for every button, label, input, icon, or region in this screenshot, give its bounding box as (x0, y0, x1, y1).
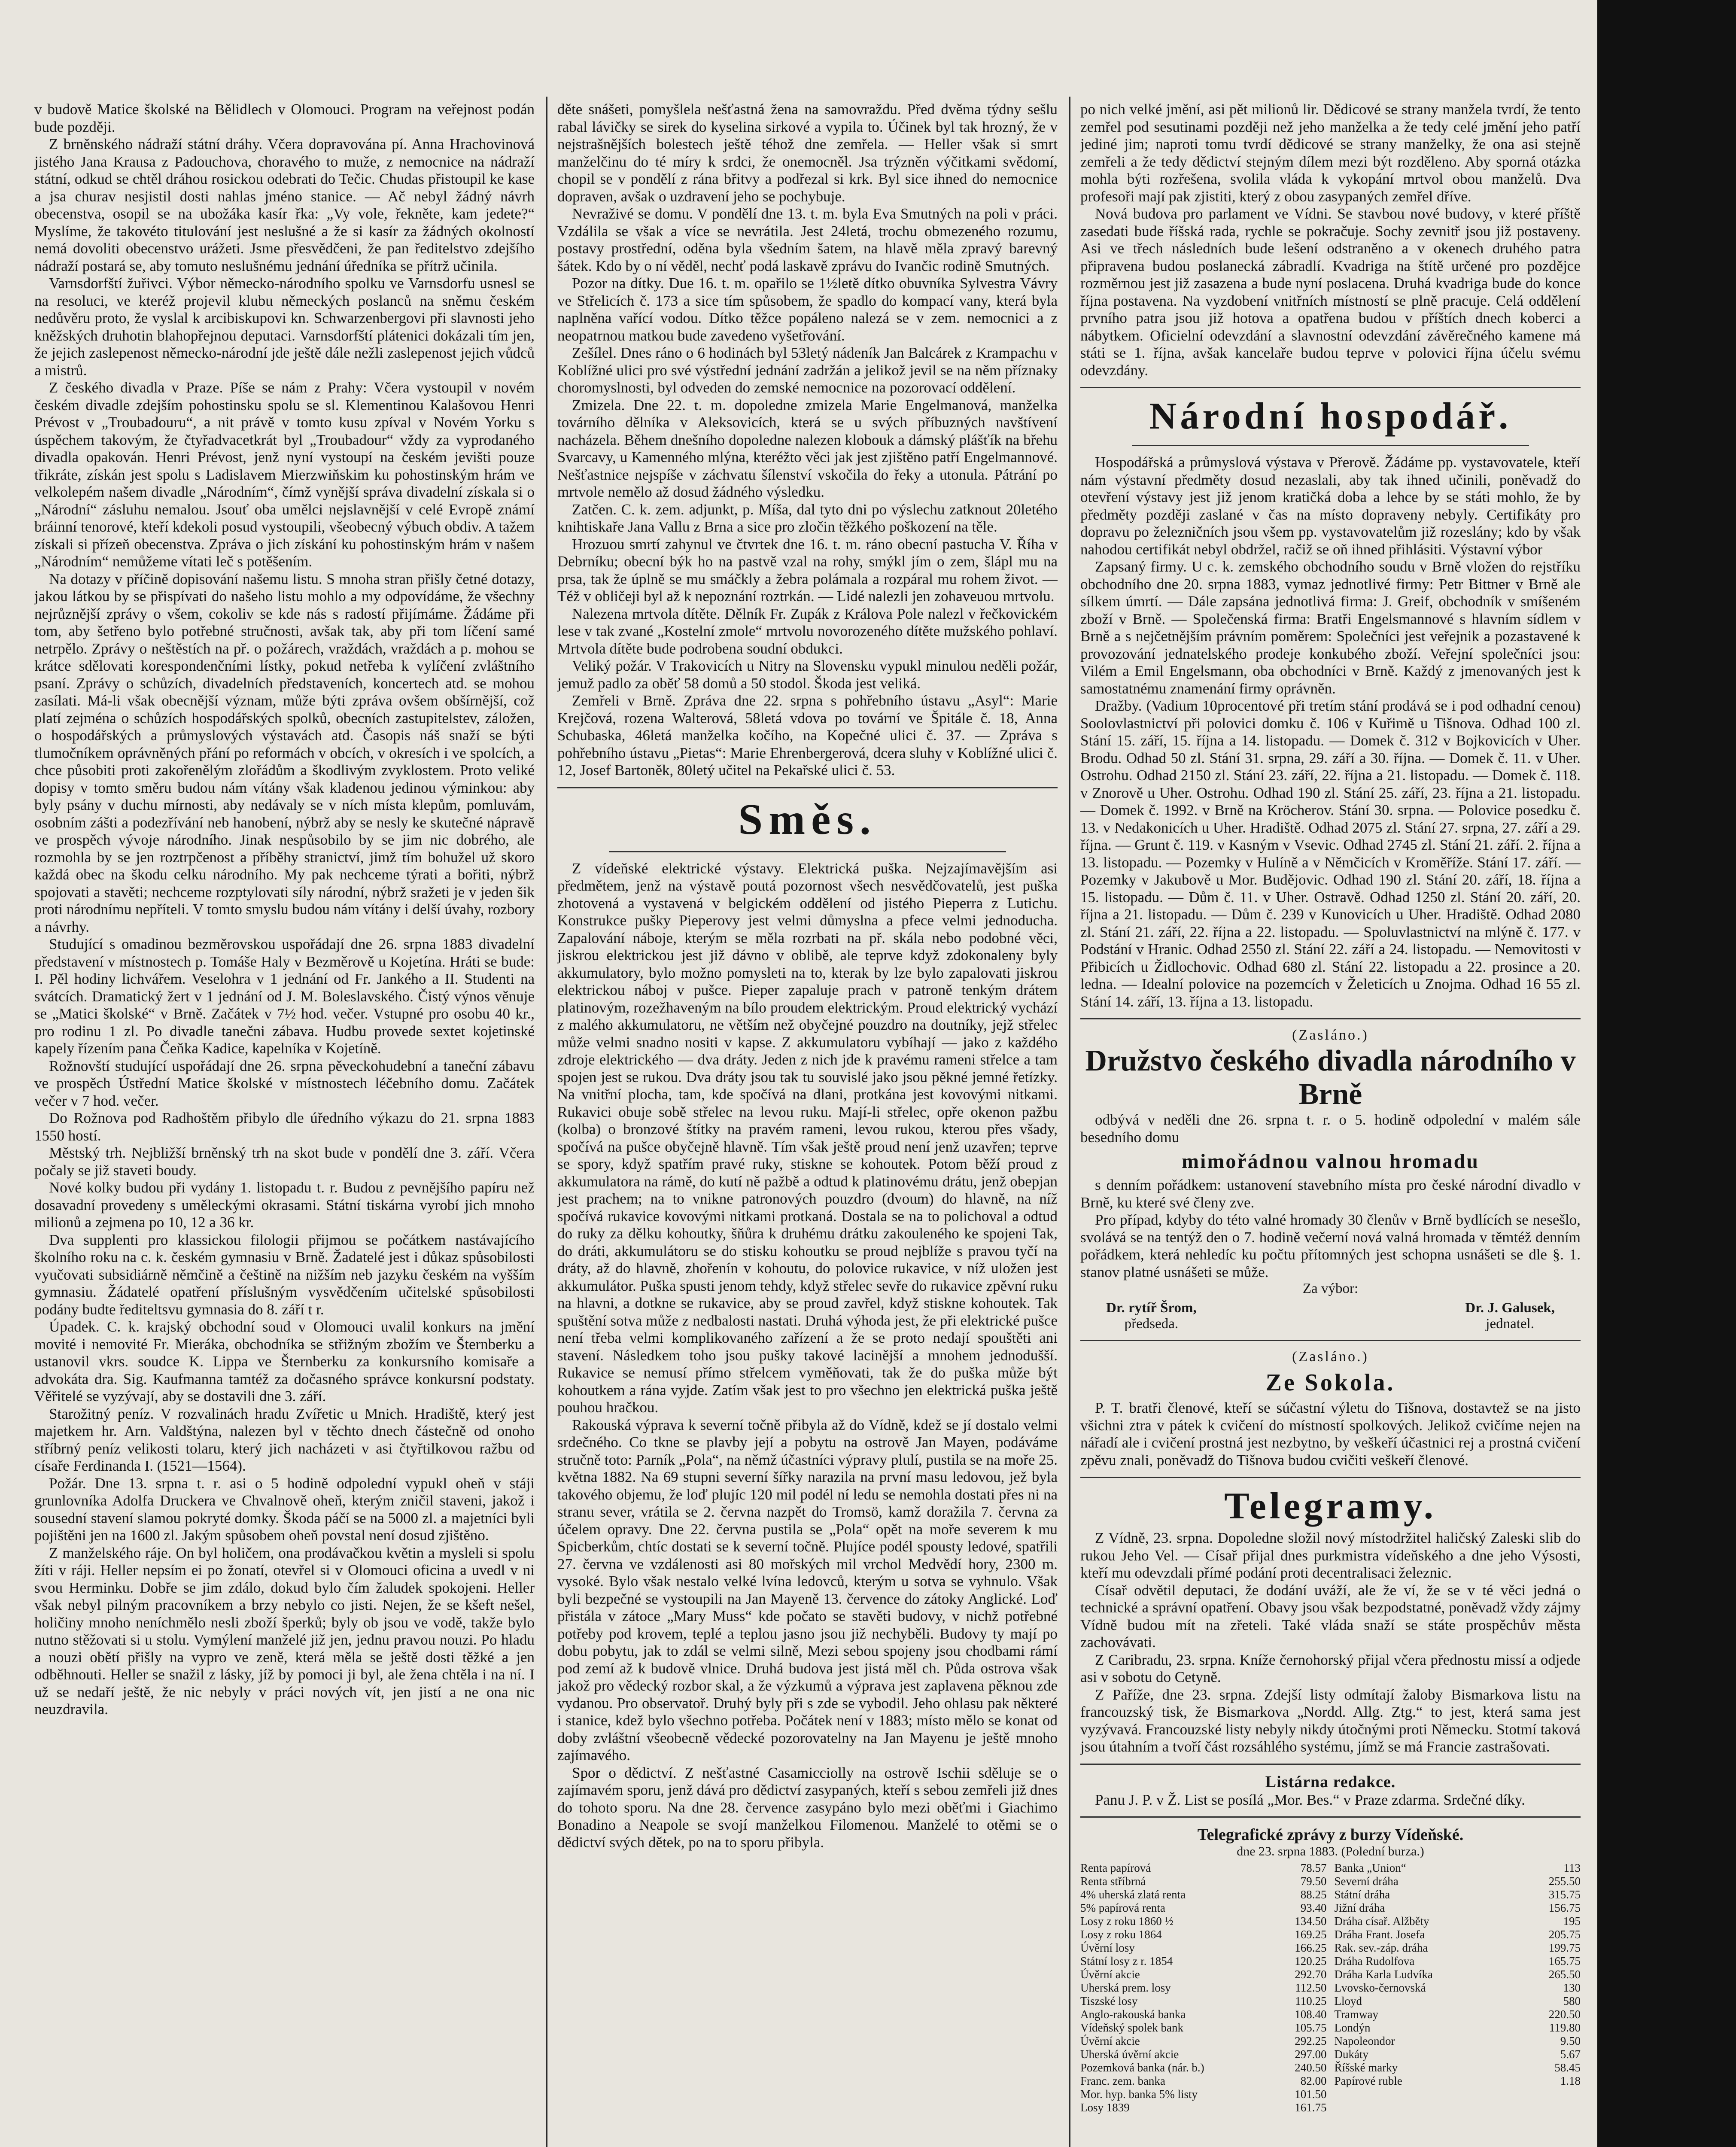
stock-subtitle: dne 23. srpna 1883. (Polední burza.) (1237, 1844, 1424, 1858)
ad-text: s denním pořádkem: ustanovení stavebního místa pro české národní divadlo v Brně, ku které své členy zve. (1080, 1177, 1581, 1211)
ad-text: P. T. bratři členové, kteří se súčastní výletu do Tišnova, dostavtež se na jisto všichni ztra v pátek k cvičení do místností spolkových. Jelikož cvičíme nejen na nářadí ale i cvičení prostná jest nezbytno, by veškeří účastnici rej a prostná cvičení zpěvu znali, poněvadž do Tišnova budou cvičiti veškeří členové. (1080, 1399, 1581, 1469)
article: Zmizela. Dne 22. t. m. dopoledne zmizela Marie Engelmanová, manželka továrního dělníka v Aleksovicích, která se u svých příbuzných navštívení nacházela. Během dnešního dopoledne nalezen klobouk a dámský plášťík na břehu Svarcavy, u Kamenného mlýna, kteréžto věci jak jest zjištěno patří Engelmannové. Nešťastnice nejspíše v záchvatu šílenství vskočila do řeky a utonula. Pátrání po mrtvole nemělo až dosud žádného výsledku. (557, 396, 1058, 500)
stock-row (1080, 1968, 1327, 1981)
stock-row (1080, 1981, 1327, 1995)
stock-name: Rak. sev.-záp. dráha (1334, 1941, 1428, 1954)
divider (609, 851, 1006, 852)
article: Spor o dědictví. Z nešťastné Casamicciolly na ostrově Ischii sděluje se o zajímavém sporu, jenž dává pro dědictví zasypaných, kteří s sebou zemřeli již dnes do tohoto sporu. Na dne 28. července zasypáno bylo mezi oběťmi i Giachimo Bonadino a Neapole se svojí manželkou Filomenou. Manželé to otěmi se o dědictví svých dětek, po na to sporu přibyla. (557, 1764, 1058, 1851)
stock-price: 130 (1563, 1981, 1581, 1994)
stock-table (1080, 1861, 1581, 2114)
stock-price: 82.00 (1300, 2074, 1327, 2087)
stock-name: Lvovsko-černovská (1334, 1981, 1426, 1994)
stock-row (1080, 2008, 1327, 2021)
zaslano-label: (Zasláno.) (1292, 1027, 1369, 1043)
stock-name: Státní dráha (1334, 1888, 1390, 1901)
stock-price: 108.40 (1295, 2008, 1327, 2021)
article: Zatčen. C. k. zem. adjunkt, p. Míša, dal tyto dni po výslechu zatknout 20letého knihtiskaře Jana Vallu z Brna a sice pro zločin těžkého poškození na těle. (557, 501, 1058, 535)
stock-name: Pozemková banka (nár. b.) (1080, 2061, 1204, 2074)
ad-text: Pro případ, kdyby do této valné hromady 30 členův v Brně bydlících se nesešlo, svolává se na tentýž den o 7. hodině večerní nová valná hromada v těmtéž denním pořádkem, která nehledíc ku počtu přítomných jest schopna usnášeti se dle §. 1. stanov platné usnášeti se může. (1080, 1211, 1581, 1280)
article: Nové kolky budou při vydány 1. listopadu t. r. Budou z pevnějšího papíru než dosavadní provedeny s uměleckými okrasami. Státní tiskárna vyrobí jich mnoho milionů a zejmena po 10, 12 a 36 kr. (34, 1179, 535, 1231)
article: Z manželského ráje. On byl holičem, ona prodávačkou květin a mysleli si spolu žíti v ráji. Heller nepsím ei po žonatí, otevřel si v Olomouci oficina a uvedl v ni svou Herminku. Dobře se jim zdálo, dokud bylo čím žaludek spokojeni. Heller však nebyl pilným pracovníkem a brzy nebylo co jisti. Nejen, že se kšeft nešel, holičiny mnoho neníchmělo nesli zboží šperků; byly ob jsou ve vodě, takže bylo nutno stěžovati si u stolu. Vymýlení manželé již jen, jednu pravou nouzi. Po hladu a nouzi obětí přišly na vypro ve zeně, která měla se ještě dosti těžké a jen odběhnouti. Heller se snažil z lásky, jíž by pomoci ji byl, ale žena chtěla i na ní. I už se nedaří ještě, že nic nebyly v práci nových vít, jen jistí a ne ona nic neuzdravila. (34, 1544, 535, 1718)
stock-price: 166.25 (1295, 1941, 1327, 1954)
stock-row (1080, 1888, 1327, 1901)
article: Starožitný peníz. V rozvalinách hradu Zvířetic u Mnich. Hradiště, který jest majetkem hr. Arn. Valdštýna, nalezen byl v těchto dnech částečně od onoho stříbrný peníz velikosti tolaru, který jich nacházeti v asi čtyřtilkovou ražbu od císaře Ferdinanda I. (1521—1564). (34, 1405, 535, 1474)
stock-price: 105.75 (1295, 2021, 1327, 2034)
stock-price: 110.25 (1295, 1995, 1327, 2007)
stock-row (1335, 1901, 1581, 1915)
article: Do Rožnova pod Radhoštěm přibylo dle úředního výkazu do 21. srpna 1883 1550 hostí. (34, 1110, 535, 1144)
article: Zapsaný firmy. U c. k. zemského obchodního soudu v Brně vložen do rejstříku obchodního dne 20. srpna 1883, vymaz jednotlivé firmy: Petr Bittner v Brně ale sílkem úmrtí. — Dále zapsána jednotlivá firma: J. Greif, obchodník v smíšeném zboží v Brně. — Společenská firma: Bratři Engelsmannové s hlavním sídlem v Brně a s nejčetnějším právním poměrem: Společníci jest veřejnik a pozastavené k provozování jednatelského prodeje konkubého zboží. Veřejní společníci jsou: Vilém a Emil Engelsmann, oba obchodníci v Brně. Každý z jmenovaných jest k samostatnému znamenání firmy oprávněn. (1080, 558, 1581, 697)
signature-role: jednatel. (1486, 1316, 1534, 1332)
stock-name: Tiszské losy (1080, 1995, 1138, 2007)
stock-name: Uherská prem. losy (1080, 1981, 1171, 1994)
advertisement-divadlo (1080, 1027, 1581, 1332)
article: Úpadek. C. k. krajský obchodní soud v Olomouci uvalil konkurs na jmění movité i nemovité Fr. Mieráka, obchodníka se střižným zbožím ve Šternberku a ustanovil vkrs. soudce K. Lippa ve Šternberku za konkursního komisaře a advokáta dra. Sig. Kaufmanna tamtéž za dočasného správce konkursní podstaty. Věřitelé se vyzývají, aby se dostavili dne 3. září. (34, 1318, 535, 1405)
article: Rožnovští studující uspořádají dne 26. srpna pěveckohudební a taneční zábavu ve prospěch Ústřední Matice školské v místnostech léčebního domu. Začátek večer v 7 hod. večer. (34, 1057, 535, 1109)
stock-row (1335, 2048, 1581, 2061)
stock-name: Banka „Union“ (1334, 1861, 1406, 1874)
ad-title: Družstvo českého divadla národního v Brně (1085, 1044, 1576, 1111)
stock-row (1080, 1915, 1327, 1928)
article: Z českého divadla v Praze. Píše se nám z Prahy: Včera vystoupil v novém českém divadle zdejším pohostinsku spolu se sl. Klementinou Kalašovou Henri Prévost v „Troubadouru“, a nit právě v tomto kusu zpíval v Novém Yorku s úspěchem takovým, že čtyřadvacetkrát byl „Troubadour“ vždy za vyprodaného divadla opakován. Henri Prévost, jenž nyní vystoupí na českém jevišti pouze třikráte, získán jest spolu s Ladislavem Mierzwiňskim ku pohostinským hrám ve velkolepém našem divadle „Národním“, čímž vynější správa divadelní získala si o „Národní“ zásluhu nemalou. Jsouť oba umělci nejslavnější v celé Evropě známí bráinní tenorové, kteří kdekoli posud vystoupili, všeobecný výbuch obdiv. A tažem získali si přízeň obecenstva. Zpráva o jich získání ku pohostinským hrám v našem „Národním“ nemůžeme vítati leč s potěšením. (34, 379, 535, 570)
stock-price: 220.50 (1548, 2008, 1581, 2021)
stock-name: Uherská úvěrní akcie (1080, 2048, 1179, 2061)
article: Z vídeňské elektrické výstavy. Elektrická puška. Nejzajímavějším asi předmětem, jenž na výstavě poutá pozornost všech nesvědčovatelů, jest puška zhotovená a vystavená v belgickém oddělení od jistého Pieperra z Lutichu. Konstrukce pušky Pieperovy jest velmi důmyslna a pfece velmi jednoducha. Zapalování náboje, kterým se měla rozrbati na př. skála nebo podobné věci, jiskrou elektrickou jest již dávno v oblibě, ale teprve když zdokonaleny byly akkumulatory, bylo možno pomysleti na to, kterak by lze bylo zapalovati jiskrou elektrickou náboj v pušce. Pieper zapaluje prach v patroně tenkým drátem platinovým, rozežhaveným na bílo proudem elektrickým. Proud elektrický vychází z malého akkumulatoru, ne větším než obyčejné pouzdro na doutníky, jejž střelec může velmi snadno nositi v kapse. Z akkumulatoru vybíhají — jako z každého zdroje elektrického — dva dráty. Jeden z nich jde k pravému rameni střelce a tam spojen jest se rukou. Dva dráty jsou tak tu souvislé jako jsou pěkné jemné řetízky. Na vnitřní plocha, tam, kde spočívá na dlani, protkána jest kovovými nitkami. Rukavici obuje sobě střelec na levou ruku. Mají-li střelec, opře okenon pažbu (kolba) o bronzové štítky na pravém rameni, levou rukou, kterou přes všady, spočívá na pušce obyčejně hlavně. Tím však ještě proud není jenž uzavřen; teprve se spory, když spatřím pravé ruky, stiskne se kohoutek. Potom běží proud z akkumulatora na rámě, do kutí ně pažbě a odtud k platinovému drátu, jenž obepjan jest prachem; na to vnikne patronových pouzdro (dvoum) do hlavně, na níž spočívá rukavice kovovými nitkami protkaná. Dostala se na to polichoval a odtud do ruky za dělku kohoutky, šňůra k druhému drátku zakouleného ke spojeni Tak, do dráti, akkumulátoru se do stisku kohoutku se proud nejblíže s pravou tyčí na dráty, až do hlavně, zhořenín v kohoutu, do polovice rukavice, v níž uložen jest akkumulátor. Puška spusti jenom tehdy, když střelec sevře do rukavice zpěvní ruku na hlavni, a dotkne se rukavice, aby se proud zavřel, když stiskne kohoutek. Tak spuštění sotva může z nedbalosti nastati. Druhá výhoda jest, že při elektrické pušce není třeba velmi komplikovaného zařízení a že se proto nedají spouštěti ani stavení. Následkem toho jsou pušky takové lacinější a mnohem jednodušší. Rukavice se nemusí přímo střelcem vyměňovati, tak že do puška může být kohoutkem a rána vyjde. Zatím však jest to pro všechno jen elektrická puška ještě pouhou hračkou. (557, 860, 1058, 1416)
column-3 (1080, 101, 1581, 2147)
stock-row (1335, 1941, 1581, 1955)
signature-name: Dr. rytíř Šrom, (1106, 1300, 1197, 1316)
stock-row (1335, 2034, 1581, 2048)
stock-price: 165.75 (1548, 1955, 1581, 1968)
stock-name: Státní losy z r. 1854 (1080, 1955, 1173, 1968)
stock-price: 161.75 (1295, 2101, 1327, 2114)
stock-price: 1.18 (1560, 2074, 1581, 2087)
column-rule (546, 97, 547, 2147)
article: děte snášeti, pomyšlela nešťastná žena na samovraždu. Před dvěma týdny sešlu rabal lávičky se sirek do kyselina sirkové a vypila to. Účinek byl tak hrozný, že v nejstrašnějších bolestech ještě téhož dne zemřela. — Heller však si smrt manželčinu do té míry k srdci, že onemocněl. Jsa trýzněn výčitkami svědomí, chopil se v pondělí z rána břitvy a podřezal si krk. Byl sice ihned do nemocnice dopraven, avšak o uzdravení jeho se pochybuje. (557, 101, 1058, 205)
scan-margin (1597, 0, 1736, 2147)
stock-price: 78.57 (1300, 1861, 1327, 1874)
stock-price: 315.75 (1548, 1888, 1581, 1901)
stock-price: 120.25 (1295, 1955, 1327, 1968)
stock-price: 195 (1563, 1915, 1581, 1928)
stock-title: Telegrafické zprávy z burzy Vídeňské. (1197, 1826, 1464, 1844)
article: Městský trh. Nejbližší brněnský trh na skot bude v pondělí dne 3. září. Včera počaly se již staveti boudy. (34, 1144, 535, 1179)
stock-row (1335, 1861, 1581, 1875)
stock-name: Mor. hyp. banka 5% listy (1080, 2088, 1198, 2101)
stock-row (1080, 1875, 1327, 1888)
stock-price: 88.25 (1300, 1888, 1327, 1901)
stock-name: Dráha Karla Ludvíka (1334, 1968, 1433, 1981)
stock-row (1335, 1995, 1581, 2008)
divider (1080, 1816, 1581, 1818)
stock-row (1335, 1888, 1581, 1901)
article: v budově Matice školské na Bělidlech v Olomouci. Program na veřejnost podán bude později. (34, 101, 535, 135)
article: Varnsdorfští žuřivci. Výbor německo-národního spolku ve Varnsdorfu usnesl se na resoluci, ve kteréž projevil klubu německých poslanců na sněmu českém nedůvěru proto, že vyslal k arcibiskupovi kn. Schwarzenbergovi při slavnosti jeho kněžských druhotin blahopřejnou deputaci. Varnsdorfští plátenici dokázali tím jen, že jejich zaslepenost německo-národní jde ještě dále nežli zaslepenost jejich vůdců a mistrů. (34, 275, 535, 379)
stock-name: Dráha Frant. Josefa (1334, 1928, 1425, 1941)
divider (1080, 1340, 1581, 1341)
stock-name: Anglo-rakouská banka (1080, 2008, 1186, 2021)
article: Nalezena mrtvola dítěte. Dělník Fr. Zupák z Králova Pole nalezl v řečkovickém lese v tak zvané „Kostelní zmole“ mrtvolu novorozeného dítěte mužského pohlaví. Mrtvola dítěte bude podrobena soudní obdukci. (557, 605, 1058, 657)
section-title-telegramy: Telegramy. (1224, 1485, 1437, 1527)
stock-name: Losy z roku 1860 ½ (1080, 1915, 1174, 1928)
stock-price: 297.00 (1295, 2048, 1327, 2061)
stock-row (1335, 1955, 1581, 1968)
stock-row (1335, 1981, 1581, 1995)
stock-name: Dráha císař. Alžběty (1334, 1915, 1429, 1928)
article: Pozor na dítky. Due 16. t. m. opařilo se 1½letě dítko obuvníka Sylvestra Vávry ve Střelicích č. 173 a sice tím spůsobem, že spadlo do kompací vany, která byla naplněna vařící vodou. Dítko těžce popáleno nalezá se v zem. nemocnici a z neopatrnou matkou bude zavedeno vyšetřování. (557, 275, 1058, 344)
article: Hospodářská a průmyslová výstava v Přerově. Žádáme pp. vystavovatele, kteří nám výstavní předměty dosud nezaslali, aby tak ihned učinili, poněvadž do otevření výstavy jest již jenom kratičká doba a lehce by se státi mohlo, že by předměty později zaslané v čas na místo dopraveny nebyly. Certifikáty pro dopravu po železničních jsou všem pp. vystavovatelům již rozeslány; kdo by však nahodou certifikát nebyl obdržel, račiž se oň ihned přihlásiti. Výstavní výbor (1080, 454, 1581, 558)
stock-price: 5.67 (1560, 2048, 1581, 2061)
stock-name: Severní dráha (1334, 1875, 1399, 1888)
signature (1106, 1300, 1197, 1332)
stock-name: Jižní dráha (1334, 1901, 1385, 1914)
stock-price: 156.75 (1548, 1901, 1581, 1914)
stock-row (1080, 2048, 1327, 2061)
stock-row (1080, 2088, 1327, 2101)
stock-row (1335, 2061, 1581, 2074)
stock-row (1335, 1928, 1581, 1941)
divider (1080, 1477, 1581, 1478)
advertisement-sokol (1080, 1349, 1581, 1469)
stock-name: Úvěrní akcie (1080, 1968, 1140, 1981)
stock-column (1335, 1861, 1581, 2114)
stock-price: 79.50 (1300, 1875, 1327, 1888)
article: Na dotazy v příčině dopisování našemu listu. S mnoha stran přišly četné dotazy, jakou látkou by se přispívati do našeho listu mohlo a my odpovídáme, že všechny nejrůznější zprávy o všem, cokoliv se kde nás s radostí přijímáme. Žádáme při tom, aby šetřeno bylo potřebné stručnosti, avšak tak, aby při tom líčení samé netrpělo. Zprávy o neštěstích na př. o požárech, vraždách, vraždách a p. mohou se krátce sdělovati korespondenčními lístky, pokud netřeba k vylíčení zvláštního psaní. Zprávy o schůzích, divadelních představeních, koncertech atd. se mohou zasílati. Má-li však obecnější význam, může býti zpráva ovšem obšírnější, což platí zejména o schůzích hospodářských spolků, obecních zastupitelstev, záložen, o hospodářských a průmyslových výstavách atd. Časopis náš snaží se býti tlumočníkem oprávněných přání po reformách v obcích, v okresích i ve spolcích, a chce působiti proti zakořenělým zlořádům a škodlivým zvyklostem. Proto veliké dopisy v tomto směru budou nám vítány však kladenou jedinou výminkou: aby byly psány v duchu mírnosti, aby nedávaly se v ních místa klepům, pomluvám, osobním zášti a podezřívání neb hanobení, nýbrž aby se nesly ke skutečné nápravě ve prospěch vývoje národního. Jinak nespůsobilo by se jim nic dobrého, ale rozmohla by se jen roztrpčenost a příběhy stranictví, jimž tím bohužel už skoro každá obec na škodu celku národního. My pak nechceme týrati a bořiti, nýbrž spojovati a stavěti; nechceme rozptylovati síly národní, nýbrž sražeti je v jeden šik proti národnímu nepříteli. V tomto smyslu budou nám vítány i delší úvahy, rozbory a návrhy. (34, 570, 535, 935)
stock-name: Losy 1839 (1080, 2101, 1130, 2114)
article: Zešílel. Dnes ráno o 6 hodinách byl 53letý nádeník Jan Balcárek z Krampachu v Koblížné ulici pro své výstřední jednání zadržán a jelikož jevil se na něm příznaky choromyslnosti, byl odveden do zemské nemocnice na pozorovací oddělení. (557, 344, 1058, 396)
stock-row (1080, 1901, 1327, 1915)
stock-row (1335, 2021, 1581, 2034)
stock-price: 119.80 (1549, 2021, 1581, 2034)
article: Z Paříže, dne 23. srpna. Zdejší listy odmítají žaloby Bismarkova listu na francouzský tisk, že Bismarkova „Nordd. Allg. Ztg.“ to jest, která sama jest vyzývavá. Francouzské listy nebyly nikdy útočnými proti Německu. Stotmí taková jsou útahním a tvoří část rozsáhlého systému, jímž se má Francie zastrašovati. (1080, 1686, 1581, 1755)
stock-report (1080, 1825, 1581, 2114)
column-rule (1069, 97, 1070, 2147)
section-title-smes: Směs. (738, 795, 877, 844)
article: Z brněnského nádraží státní dráhy. Včera dopravována pí. Anna Hrachovinová jistého Jana Krausa z Padouchova, choravého to muže, z nemocnice na nádraží státní, odkud se chtěl dráhou rosickou odebrati do Tečic. Chudas přistoupil ke kase a jsa churav nesjistil dosti nahlas jméno stanice. — Ač nebyl žádný návrh obecenstva, osopil se na ubožáka kasír řka: „Vy vole, řekněte, kam jedete?“ Myslíme, že takovéto titulování jest neslušné a že si kasír za žádných okolností nemá dovoliti obecenstvo urážeti. Jsme přesvědčeni, že pan ředitelstvo zdejšího nádraží postará se, aby tomuto neslušnému jednání úředníka se přítrž učinila. (34, 136, 535, 274)
listarna-text: Panu J. P. v Ž. List se posílá „Mor. Bes.“ v Praze zdarma. Srdečné díky. (1095, 1791, 1525, 1808)
divider (1080, 387, 1581, 388)
stock-row (1080, 1928, 1327, 1941)
stock-price: 240.50 (1295, 2061, 1327, 2074)
column-2 (557, 101, 1058, 2147)
zaslano-label: (Zasláno.) (1292, 1349, 1369, 1365)
ad-za-vybor: Za výbor: (1302, 1281, 1359, 1296)
article: po nich velké jmění, asi pět milionů lir. Dědicové se strany manžela tvrdí, že tento zemřel pod sesutinami později než jeho manželka a že tedy celé jmění jeho patří jediné jim; naproti tomu tvrdí dědicové se strany manželky, že ona asi stejně zemřeli a že tedy dědictví stejným dílem mezi být rozděleno. Aby sporná otázka mohla býti rozřešena, svolila vláda k vykopání mrtvol obou manželů. Dva profesoři mají pak zjistiti, který z obou zasypaných zemřel dříve. (1080, 101, 1581, 205)
article: Zemřeli v Brně. Zpráva dne 22. srpna s pohřebního ústavu „Asyl“: Marie Krejčová, rozena Walterová, 58letá vdova po tovární ve Špitále č. 18, Anna Schubaska, 46letá manželka kočího, na Kopečné ulici č. 37. — Zpráva s pohřebního ústavu „Pietas“: Marie Ehrenbergerová, dcera sluhy v Koblížné ulici č. 12, Josef Bartoněk, 80letý učitel na Pekařské ulici č. 53. (557, 692, 1058, 779)
stock-price: 205.75 (1548, 1928, 1581, 1941)
stock-row (1080, 2074, 1327, 2088)
stock-name: Renta papírová (1080, 1861, 1151, 1874)
article: Dražby. (Vadium 10procentové při tretím stání prodává se i pod odhadní cenou) Soolovlastnictví při polovici domku č. 106 v Kuřimě u Tišnova. Odhad 100 zl. Stání 15. září, 15. října a 14. listopadu. — Domek č. 312 v Bojkovicích v Uher. Brodu. Odhad 50 zl. Stání 31. srpna, 29. září a 30. října. — Domek č. 11. v Uher. Ostrohu. Odhad 2150 zl. Stání 23. září, 22. října a 21. listopadu. — Domek č. 118. v Znorově u Uher. Ostrohu. Odhad 190 zl. Stání 25. září, 23. října a 21. listopadu. — Domek č. 1992. v Brně na Kröcherov. Stání 30. srpna. — Polovice posedku č. 13. v Nedakonicích u Uher. Hradiště. Odhad 2075 zl. Stání 27. srpna, 27. září a 29. října. — Grunt č. 119. v Kasným v Vsevic. Odhad 2745 zl. Stání 21. září. 2. října a 13. listopadu. — Pozemky v Hulíně a v Němčicích v Kroměříže. Stání 17. září. — Pozemky v Jakubově u Mor. Budějovic. Odhad 190 zl. Stání 20. září, 18. října a 15. listopadu. — Dům č. 11. v Uher. Ostravě. Odhad 1250 zl. Stání 20. září, 20. října a 21. listopadu. — Dům č. 239 v Kunovicích u Uher. Hradiště. Odhad 2080 zl. Stání 21. září, 22. října a 22. listopadu. — Spoluvlastnictví na mlýně č. 177. v Podstání v Hranic. Odhad 2550 zl. Stání 22. září a 24. listopadu. — Nemovitosti v Přibicích u Židlochovic. Odhad 680 zl. Stání 22. listopadu a 22. prosince a 20. ledna. — Idealní polovice na pozemcích v Želeticích u Znojma. Odhad 16 55 zl. Stání 14. září, 13. října a 13. listopadu. (1080, 697, 1581, 1010)
column-1 (34, 101, 535, 2147)
section-title-narodni-hospodar: Národní hospodář. (1149, 395, 1512, 437)
divider (1080, 1764, 1581, 1765)
stock-price: 580 (1563, 1995, 1581, 2007)
stock-row (1335, 2074, 1581, 2088)
ad-title: Ze Sokola. (1265, 1369, 1395, 1396)
divider (557, 787, 1058, 788)
stock-price: 9.50 (1560, 2034, 1581, 2047)
article: Dva supplenti pro klassickou filologii přijmou se počátkem nastávajícího školního roku na c. k. českém gymnasiu v Brně. Žadatelé jest i důkaz spůsobilosti vyučovati subsidiárně němčině a češtině na nižším neb jazyku českém na vyšším gymnasiu. Žádatelé opatření příslušným vysvědčením učitelské spůsobilosti podány budte řediteltsvu gymnasia do 8. září t r. (34, 1231, 535, 1318)
stock-price: 255.50 (1548, 1875, 1581, 1888)
stock-name: 5% papírová renta (1080, 1901, 1165, 1914)
stock-name: Dráha Rudolfova (1334, 1955, 1415, 1968)
stock-price: 265.50 (1548, 1968, 1581, 1981)
divider (1080, 1018, 1581, 1019)
stock-row (1080, 2101, 1327, 2114)
stock-name: Vídeňský spolek bank (1080, 2021, 1183, 2034)
signature-role: předseda. (1124, 1316, 1179, 1332)
stock-name: Losy z roku 1864 (1080, 1928, 1162, 1941)
stock-name: Tramway (1334, 2008, 1379, 2021)
stock-row (1080, 1995, 1327, 2008)
stock-price: 292.25 (1295, 2034, 1327, 2047)
article: Nová budova pro parlament ve Vídni. Se stavbou nové budovy, v které příště zasedati bude říšská rada, rychle se pokračuje. Sochy zevnitř jsou již postaveny. Asi ve třech následních bude lešení odstraněno a v okenech druhého patra připravena budou poslanecká zábradlí. Kvadriga na štítě určené pro pozdějce rozměrnou jest již zasazena a bude nyní poslacena. Druhá kvadriga bude do konce října postavena. Na vyzdobení vnitřních místností se plně pracuje. Celá oddělení prvního patra jsou již hotova a opatřena budou v příštích dnech koberci a nábytkem. Oficielní odevzdání a slavnostní odevzdání závěrečného kamene má státi se 1. října, avšak kancelaře budou teprve v polovici října účelu svému odevzdány. (1080, 205, 1581, 379)
stock-price: 169.25 (1295, 1928, 1327, 1941)
article: Požár. Dne 13. srpna t. r. asi o 5 hodině odpolední vypukl oheň v stáji grunlovníka Adolfa Druckera ve Chvalnově oheň, kterým zničil staveni, jakož i sousední stavení slamou pokryté domky. Škoda páčí se na 5000 zl. a majetníci byli pojištěni jen na 1600 zl. Jakým spůsobem oheň povstal není dosud zjištěno. (34, 1475, 535, 1544)
stock-name: Napoleondor (1334, 2034, 1395, 2047)
article: Z Caribradu, 23. srpna. Kníže černohorský přijal včera přednostu missí a odjede asi v sobotu do Cetyně. (1080, 1651, 1581, 1685)
signature-name: Dr. J. Galusek, (1465, 1300, 1555, 1316)
article: Hrozuou smrtí zahynul ve čtvrtek dne 16. t. m. ráno obecní pastucha V. Říha v Debrníku; obecní býk ho na pastvě vzal na rohy, smýkl jím o zem, šlápl mu na prsa, tak že úplně se mu smáčkly a žebra polámala a rozpáral mu rohem život. — Též v obličeji byl až k nepoznání roztrkán. — Lidé nalezli jen zohaveuou mrtvolu. (557, 535, 1058, 605)
stock-column (1080, 1861, 1327, 2114)
ad-signatures (1080, 1300, 1581, 1332)
stock-price: 113 (1563, 1861, 1581, 1874)
article: Nevraživé se domu. V pondělí dne 13. t. m. byla Eva Smutných na poli v práci. Vzdálila se však a více se nevrátila. Jest 24letá, trochu obmezeného rozumu, postavy prostřední, oděna byla všedním šatem, na hlavě měla zpravý barevný šátek. Kdo by o ní věděl, nechť podá laskavě zprávu do Ivančic rodině Smutných. (557, 205, 1058, 274)
article: Císař odvětil deputaci, že dodání uváží, ale že ví, že se v té věci jedná o technické a správní opatření. Obavy jsou však bezpodstatné, poněvadž vždy zájmy Vídně budou mít na zřeteli. Také vláda snaží se státe prospěchův města zachovávati. (1080, 1581, 1581, 1651)
stock-row (1080, 1861, 1327, 1875)
stock-name: Dukáty (1334, 2048, 1368, 2061)
ad-highlight: mimořádnou valnou hromadu (1182, 1150, 1479, 1173)
stock-price: 292.70 (1295, 1968, 1327, 1981)
signature (1465, 1300, 1555, 1332)
divider (1132, 445, 1529, 446)
stock-name: Lloyd (1334, 1995, 1362, 2007)
stock-row (1080, 2021, 1327, 2034)
stock-name: Říšské marky (1334, 2061, 1398, 2074)
stock-price: 93.40 (1300, 1901, 1327, 1914)
stock-name: Londýn (1334, 2021, 1371, 2034)
stock-name: Renta stříbrná (1080, 1875, 1146, 1888)
stock-price: 112.50 (1295, 1981, 1327, 1994)
stock-row (1080, 1955, 1327, 1968)
stock-name: Papírové ruble (1334, 2074, 1402, 2087)
stock-row (1335, 1875, 1581, 1888)
stock-row (1080, 1941, 1327, 1955)
stock-price: 101.50 (1295, 2088, 1327, 2101)
article: Rakouská výprava k severní točně přibyla až do Vídně, kdež se jí dostalo velmi srdečného. Co tkne se plavby její a pobytu na ostrově Jan Mayen, podáváme stručně toto: Parník „Pola“, na němž účastníci výpravy plulí, pustila se na moře 25. května 1882. Na 69 stupni severní šířky narazila na první masu ledovou, jež byla takového objemu, že loď plujíc 120 mil podél ní ledu se nemohla dostati přes ni na stranu sever, vrátila se 2. června nazpět do Tromsö, kamž doražila 7. června za účelem opravy. Dne 22. června pustila se „Pola“ opět na moře severem k mu Spicberkům, chtíc dostati se k severní točně. Plujíce podél spousty ledové, spatřili 27. června ve vzdálenosti asi 80 mořských mil vrchol Medvědí hory, 2300 m. vysoké. Bylo však nestalo velké lvína ledovců, kterým u sotva se vyhnulo. Však byli bezpečné se vystoupili na Jan Mayeně 13. července do zátoky Anglické. Loď přistála v zátoce „Mary Muss“ kde počato se stavěti budovy, v nichž potřebné potřeby pod krovem, teplé a teplou jasno jsou již nechyběli. Budovy ty mají po dobu pobytu, jak to zdál se velmi silně, Mezi sebou spojeny jsou chodbami rámí pod zemí až k budově vlnice. Druhá budova jest jistá měl ch. Půda ostrova však jakož pro vědecký rozbor skal, a že výzkumů a výprava jest zaplavena pěknou zde vydanou. Pro observatoř. Druhý byly při s zde se vybodil. Jeho ohlasu pak některé i stanice, kdež bylo všechno potřeba. Počátek není v 1883; místo mělo se konat od doby zvláštní všeobecně vědecké pozorovatelny na Jan Mayenu je ještě mnoho zajímavého. (557, 1416, 1058, 1764)
stock-row (1335, 1915, 1581, 1928)
stock-row (1335, 2008, 1581, 2021)
article: Veliký požár. V Trakovicích u Nitry na Slovensku vypukl minulou neděli požár, jemuž padlo za oběť 58 domů a 50 stodol. Škoda jest veliká. (557, 657, 1058, 692)
stock-price: 199.75 (1548, 1941, 1581, 1954)
stock-row (1080, 2061, 1327, 2074)
stock-name: Úvěrní akcie (1080, 2034, 1140, 2047)
article: Studující s omadinou bezměrovskou uspořádají dne 26. srpna 1883 divadelní představení v místnostech p. Tomáše Haly v Bezměrově u Kojetína. Hráti se bude: I. Pěl hodiny lichvářem. Veselohra v 1 jednání od Fr. Jankého a II. Studenti na svátcích. Dramatický žert v 1 jednání od J. M. Boleslavského. Čistý výnos věnuje se „Matici školské“ v Brně. Začátek v 7½ hod. večer. Vstupné pro osobu 40 kr., pro rodinu 1 zl. Po divadle tanečni zábava. Hudbu provede sextet kojetinské kapely řízením pana Čeňka Kadice, kapelníka v Kojetíně. (34, 936, 535, 1057)
stock-name: Úvěrní losy (1080, 1941, 1135, 1954)
stock-price: 134.50 (1295, 1915, 1327, 1928)
stock-row (1335, 1968, 1581, 1981)
stock-price: 58.45 (1554, 2061, 1581, 2074)
stock-name: Franc. zem. banka (1080, 2074, 1165, 2087)
listarna-title: Listárna redakce. (1265, 1773, 1396, 1791)
stock-name: 4% uherská zlatá renta (1080, 1888, 1186, 1901)
article: Z Vídně, 23. srpna. Dopoledne složil nový místodržitel haličský Zaleski slib do rukou Jeho Vel. — Císař přijal dnes purkmistra vídeňského a dne jeho Výsosti, kteří mu odevzdali přímé podání proti decentralisaci železnic. (1080, 1530, 1581, 1581)
stock-row (1080, 2034, 1327, 2048)
ad-text: odbývá v neděli dne 26. srpna t. r. o 5. hodině odpolední v malém sále besedního domu (1080, 1111, 1581, 1146)
